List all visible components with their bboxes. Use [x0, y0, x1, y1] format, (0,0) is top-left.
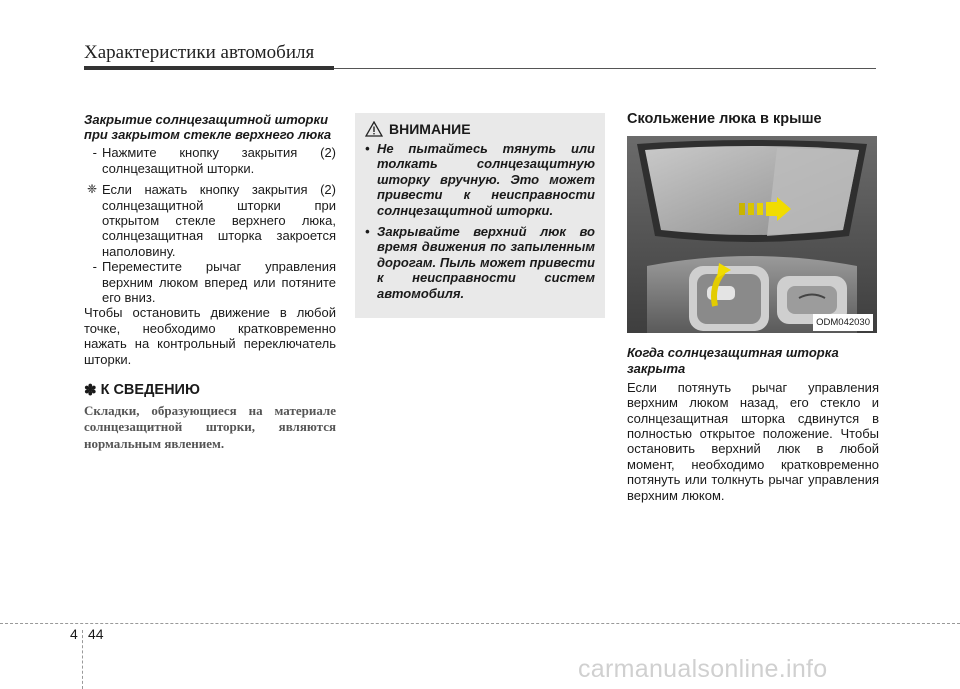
footer-rule	[0, 623, 960, 624]
step-1-text: Нажмите кнопку закрытия (2) солнцезащитной шторки.	[102, 145, 336, 176]
warning-item-2	[365, 224, 595, 301]
page-number: 44	[88, 626, 104, 642]
right-subheading: Когда солнцезащитная шторка закрыта	[627, 345, 839, 376]
left-column	[84, 112, 336, 452]
sunroof-illustration	[627, 136, 877, 333]
warning-heading	[365, 121, 595, 137]
right-paragraph: Если потянуть рычаг управления верхним люком назад, его стекло и солнцезащитная шторка сдвинутся в полностью открытое положение. Чтобы остановить верхний люк в любой момент, необходимо кратковременно потянуть или толкнуть рычаг управления верхним люком.	[627, 379, 879, 503]
footer-vertical-rule	[82, 630, 83, 689]
step-1	[84, 145, 336, 176]
star-icon: ✽	[84, 382, 97, 400]
warning-triangle-icon	[365, 121, 383, 137]
header-rule-thick	[84, 66, 334, 70]
right-column	[627, 112, 879, 503]
warning-item-1-text: Не пытайтесь тянуть или толкать солнцезащитную шторку вручную. Это может привести к неисправности солнцезащитной шторки.	[377, 141, 595, 218]
image-code: ODM042030	[813, 314, 873, 331]
chapter-number: 4	[70, 626, 78, 642]
step-3-text: Переместите рычаг управления верхним люком вперед или потяните его вниз.	[102, 259, 336, 306]
header-rule-thin	[334, 68, 876, 70]
sunroof-photo	[627, 136, 877, 333]
step-3	[84, 259, 336, 305]
left-heading: Закрытие солнцезащитной шторки при закрытом стекле верхнего люка	[84, 112, 332, 143]
warning-item-1	[365, 141, 595, 218]
warning-item-2-text: Закрывайте верхний люк во время движения по запыленным дорогам. Пыль может привести к неисправности систем автомобиля.	[377, 224, 595, 301]
dash-mark: -	[92, 259, 97, 275]
note-heading	[84, 383, 336, 398]
step-2	[84, 182, 336, 259]
note-mark-icon: ❈	[86, 182, 97, 197]
dash-mark: -	[92, 145, 97, 161]
note-title: К СВЕДЕНИЮ	[100, 382, 200, 399]
step-2-text: Если нажать кнопку закрытия (2) солнцезащитной шторки при открытом стекле верхнего люка, солнцезащитная шторка закроется наполовину.	[102, 182, 336, 259]
section-title: Скольжение люка в крыше	[627, 111, 822, 127]
warning-box	[355, 113, 605, 318]
bullet: •	[365, 224, 370, 240]
note-text: Складки, образующиеся на материале солнцезащитной шторки, являются нормальным явлением.	[84, 402, 336, 451]
left-paragraph: Чтобы остановить движение в любой точке, необходимо кратковременно нажать на контрольный переключатель шторки.	[84, 305, 336, 367]
page-header-title: Характеристики автомобиля	[84, 42, 315, 63]
watermark: carmanualsonline.info	[578, 655, 828, 683]
bullet: •	[365, 141, 370, 156]
warning-title: ВНИМАНИЕ	[389, 121, 471, 137]
